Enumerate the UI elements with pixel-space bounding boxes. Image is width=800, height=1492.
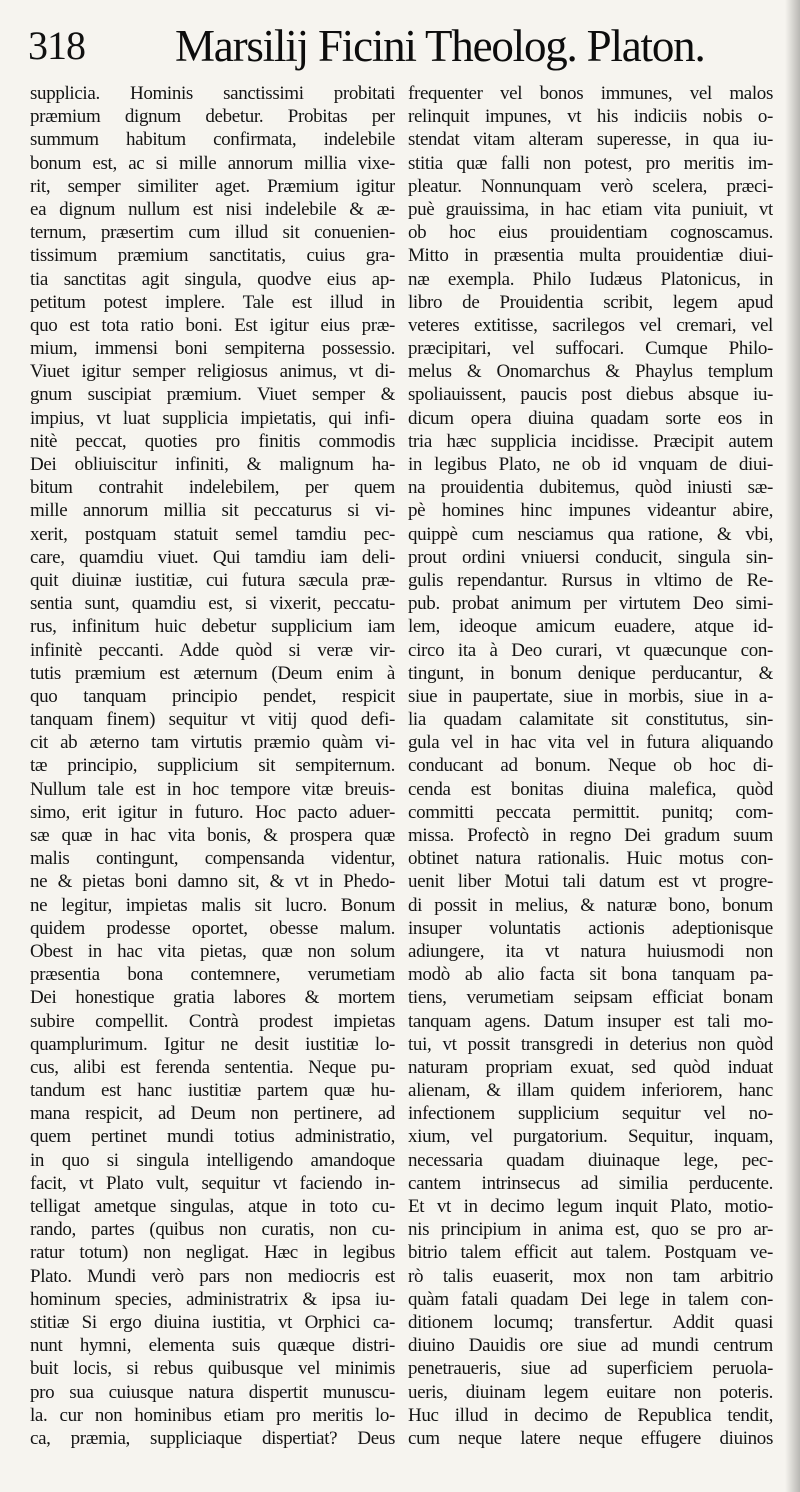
running-head: Marsilij Ficini Theolog. Platon. bbox=[175, 21, 705, 71]
text-line: mille annorum millia sit peccaturus si vi- bbox=[30, 500, 395, 522]
text-line: siue in paupertate, siue in morbis, siue in a- bbox=[408, 685, 773, 707]
text-line: pè homines hinc impunes videantur abire, bbox=[408, 500, 773, 522]
text-line: Dei honestique gratia labores & mortem bbox=[30, 987, 395, 1009]
text-line: quem pertinet mundi totius administratio, bbox=[30, 1126, 395, 1148]
text-line: gnum suscipiat præmium. Viuet semper & bbox=[30, 384, 395, 406]
text-line: modò ab alio facta sit bona tanquam pa- bbox=[408, 964, 773, 986]
text-line: stendat vitam alteram superesse, in qua iu- bbox=[408, 129, 773, 151]
text-line: insuper voluntatis actionis adeptionisque bbox=[408, 917, 773, 939]
text-line: obtinet natura rationalis. Huic motus con- bbox=[408, 848, 773, 870]
text-line: quippè cum nesciamus qua ratione, & vbi, bbox=[408, 523, 773, 545]
text-line: dicum opera diuina quadam sorte eos in bbox=[408, 407, 773, 429]
text-line: committi peccata permittit. punitq; com- bbox=[408, 801, 773, 823]
text-line: næ exempla. Philo Iudæus Platonicus, in bbox=[408, 268, 773, 290]
text-line: in legibus Plato, ne ob id vnquam de diui- bbox=[408, 454, 773, 475]
text-line: sæ quæ in hac vita bonis, & prospera quæ bbox=[30, 825, 395, 846]
text-line: lia quadam calamitate sit constitutus, sin- bbox=[408, 709, 773, 731]
text-line: præsentia bona contemnere, verumetiam bbox=[30, 964, 395, 986]
text-line: gulis rependantur. Rursus in vltimo de Re- bbox=[408, 569, 773, 591]
text-line: rò talis euaserit, mox non tam arbitrio bbox=[408, 1265, 773, 1287]
text-line: circo ita à Deo curari, vt quæcunque con- bbox=[408, 639, 773, 661]
text-line: tissimum præmium sanctitatis, cuius gra- bbox=[30, 245, 395, 267]
text-line: malis contingunt, compensanda videntur, bbox=[30, 848, 395, 870]
text-line: uenit liber Motui tali datum est vt progre- bbox=[408, 871, 773, 893]
text-line: Huc illud in decimo de Republica tendit, bbox=[408, 1404, 773, 1426]
text-line: tiens, verumetiam seipsam efficiat bonam bbox=[408, 987, 773, 1009]
text-line: ob hoc eius prouidentiam cognoscamus. bbox=[408, 222, 773, 244]
text-line: petitum potest implere. Tale est illud in bbox=[30, 291, 395, 313]
text-line: di possit in melius, & naturæ bono, bonum bbox=[408, 894, 773, 916]
text-line: cit ab æterno tam virtutis præmio quàm vi- bbox=[30, 732, 395, 754]
text-line: Nullum tale est in hoc tempore vitæ breuis- bbox=[30, 778, 395, 800]
text-line: tria hæc supplicia incidisse. Præcipit autem bbox=[408, 430, 773, 452]
text-line: præcipitari, vel suffocari. Cumque Philo- bbox=[408, 338, 773, 360]
text-line: tutis præmium est æternum (Deum enim à bbox=[30, 662, 395, 684]
text-line: Obest in hac vita pietas, quæ non solum bbox=[30, 940, 395, 962]
text-line: pro sua cuiusque natura dispertit munuscu- bbox=[30, 1381, 395, 1403]
text-line: subire compellit. Contrà prodest impietas bbox=[30, 1010, 395, 1032]
text-line: infinitè peccanti. Adde quòd si veræ vir- bbox=[30, 639, 395, 661]
text-line: quo tanquam principio pendet, respicit bbox=[30, 685, 395, 707]
text-line: sentia sunt, quamdiu est, si vixerit, peccatu- bbox=[30, 593, 395, 615]
left-text-column bbox=[30, 82, 395, 1477]
text-line: Dei obliuiscitur infiniti, & malignum ha- bbox=[30, 454, 395, 475]
text-line: tingunt, in bonum denique perducantur, & bbox=[408, 662, 773, 684]
page-edge-shadow bbox=[785, 0, 800, 1492]
text-line: hominum species, administratrix & ipsa iu- bbox=[30, 1288, 395, 1310]
text-line: frequenter vel bonos immunes, vel malos bbox=[408, 83, 773, 104]
text-line: Plato. Mundi verò pars non mediocris est bbox=[30, 1265, 395, 1287]
text-line: mana respicit, ad Deum non pertinere, ad bbox=[30, 1103, 395, 1125]
text-line: bitum contrahit indelebilem, per quem bbox=[30, 477, 395, 499]
text-line: nis principium in anima est, quo se pro ar- bbox=[408, 1219, 773, 1241]
text-line: quàm fatali quadam Dei lege in talem con- bbox=[408, 1288, 773, 1310]
text-line: nunt hymni, elementa suis quæque distri- bbox=[30, 1335, 395, 1357]
text-line: pleatur. Nonnunquam verò scelera, præci- bbox=[408, 175, 773, 197]
text-line: prout ordini vniuersi conducit, singula sin- bbox=[408, 546, 773, 568]
text-line: necessaria quadam diuinaque lege, pec- bbox=[408, 1149, 773, 1171]
text-line: cum neque latere neque effugere diuinos bbox=[408, 1427, 773, 1449]
text-line: quamplurimum. Igitur ne desit iustitiæ lo- bbox=[30, 1033, 395, 1055]
text-line: bonum est, ac si mille annorum millia vixe- bbox=[30, 152, 395, 174]
text-line: ea dignum nullum est nisi indelebile & æ- bbox=[30, 198, 395, 220]
text-line: veteres extitisse, sacrilegos vel cremari, vel bbox=[408, 314, 773, 336]
text-line: facit, vt Plato vult, sequitur vt faciendo in- bbox=[30, 1172, 395, 1194]
text-line: ueris, diuinam legem euitare non poteris. bbox=[408, 1381, 773, 1403]
text-line: tanquam agens. Datum insuper est tali mo- bbox=[408, 1010, 773, 1032]
text-line: tandum est hanc iustitiæ partem quæ hu- bbox=[30, 1080, 395, 1102]
text-line: ternum, præsertim cum illud sit conuenien- bbox=[30, 222, 395, 244]
text-line: libro de Prouidentia scribit, legem apud bbox=[408, 291, 773, 313]
text-line: cantem intrinsecus ad similia perducente. bbox=[408, 1172, 773, 1194]
text-line: spoliauissent, paucis post diebus absque iu- bbox=[408, 384, 773, 406]
text-line: xerit, postquam statuit semel tamdiu pec- bbox=[30, 523, 395, 545]
text-line: tui, vt possit transgredi in deterius non quòd bbox=[408, 1033, 773, 1055]
text-line: supplicia. Hominis sanctissimi probitati bbox=[30, 83, 395, 104]
text-line: quo est tota ratio boni. Est igitur eius præ- bbox=[30, 314, 395, 336]
text-line: ne legitur, impietas malis sit lucro. Bonum bbox=[30, 894, 395, 916]
text-line: alienam, & illam quidem inferiorem, hanc bbox=[408, 1080, 773, 1102]
text-line: la. cur non hominibus etiam pro meritis lo- bbox=[30, 1404, 395, 1426]
text-line: tanquam finem) sequitur vt vitij quod defi- bbox=[30, 709, 395, 731]
text-line: conducant ad bonum. Neque ob hoc di- bbox=[408, 755, 773, 777]
text-line: rus, infinitum huic debetur supplicium iam bbox=[30, 616, 395, 638]
text-line: cenda est bonitas diuina malefica, quòd bbox=[408, 778, 773, 800]
text-line: tia sanctitas agit singula, quodve eius ap- bbox=[30, 268, 395, 290]
right-text-column bbox=[408, 82, 773, 1477]
page-header bbox=[0, 0, 800, 80]
page-number: 318 bbox=[28, 23, 85, 68]
text-line: diuino Dauidis ore siue ad mundi centrum bbox=[408, 1335, 773, 1357]
text-line: xium, vel purgatorium. Sequitur, inquam, bbox=[408, 1126, 773, 1148]
text-line: missa. Profectò in regno Dei gradum suum bbox=[408, 825, 773, 846]
text-line: Viuet igitur semper religiosus animus, vt di- bbox=[30, 361, 395, 383]
text-line: ca, præmia, suppliciaque dispertiat? Deus bbox=[30, 1427, 395, 1449]
text-line: stitiæ Si ergo diuina iustitia, vt Orphici ca- bbox=[30, 1311, 395, 1333]
text-line: præmium dignum debetur. Probitas per bbox=[30, 106, 395, 128]
text-line: quidem prodesse oportet, obesse malum. bbox=[30, 917, 395, 939]
text-line: rit, semper similiter aget. Præmium igitur bbox=[30, 175, 395, 197]
text-line: ratur totum) non negligat. Hæc in legibus bbox=[30, 1242, 395, 1264]
text-line: in quo si singula intelligendo amandoque bbox=[30, 1149, 395, 1171]
text-line: bitrio talem efficit aut talem. Postquam ve- bbox=[408, 1242, 773, 1264]
text-line: quit diuinæ iustitiæ, cui futura sæcula præ- bbox=[30, 569, 395, 591]
text-line: summum habitum confirmata, indelebile bbox=[30, 129, 395, 151]
text-line: care, quamdiu viuet. Qui tamdiu iam deli- bbox=[30, 546, 395, 568]
text-line: nitè peccat, quoties pro finitis commodis bbox=[30, 430, 395, 452]
text-line: tæ principio, supplicium sit sempiternum. bbox=[30, 755, 395, 777]
text-line: buit locis, si rebus quibusque vel minimis bbox=[30, 1358, 395, 1380]
text-line: puè grauissima, in hac etiam vita puniuit, vt bbox=[408, 198, 773, 220]
text-line: adiungere, ita vt natura huiusmodi non bbox=[408, 940, 773, 962]
text-line: Mitto in præsentia multa prouidentiæ diui- bbox=[408, 245, 773, 267]
text-line: cus, alibi est ferenda sententia. Neque pu- bbox=[30, 1056, 395, 1078]
text-line: penetraueris, siue ad superficiem peruola- bbox=[408, 1358, 773, 1380]
text-line: ne & pietas boni damno sit, & vt in Phedo- bbox=[30, 871, 395, 893]
text-line: simo, erit igitur in futuro. Hoc pacto aduer- bbox=[30, 801, 395, 823]
text-line: lem, ideoque amicum euadere, atque id- bbox=[408, 616, 773, 638]
text-line: na prouidentia dubitemus, quòd iniusti sæ- bbox=[408, 477, 773, 499]
text-line: melus & Onomarchus & Phaylus templum bbox=[408, 361, 773, 383]
text-line: stitia quæ falli non potest, pro meritis im- bbox=[408, 152, 773, 174]
text-line: telligat ametque singulas, atque in toto cu- bbox=[30, 1196, 395, 1217]
text-line: Et vt in decimo legum inquit Plato, motio- bbox=[408, 1196, 773, 1217]
text-line: naturam propriam exuat, sed quòd induat bbox=[408, 1056, 773, 1078]
text-line: pub. probat animum per virtutem Deo simi- bbox=[408, 593, 773, 615]
text-line: impius, vt luat supplicia impietatis, qui infi- bbox=[30, 407, 395, 429]
text-line: mium, immensi boni sempiterna possessio. bbox=[30, 338, 395, 360]
text-line: rando, partes (quibus non curatis, non cu- bbox=[30, 1219, 395, 1241]
text-line: relinquit impunes, vt his indiciis nobis o- bbox=[408, 106, 773, 128]
text-line: infectionem supplicium sequitur vel no- bbox=[408, 1103, 773, 1125]
text-line: ditionem locumq; transfertur. Addit quasi bbox=[408, 1311, 773, 1333]
text-line: gula vel in hac vita vel in futura aliquando bbox=[408, 732, 773, 754]
